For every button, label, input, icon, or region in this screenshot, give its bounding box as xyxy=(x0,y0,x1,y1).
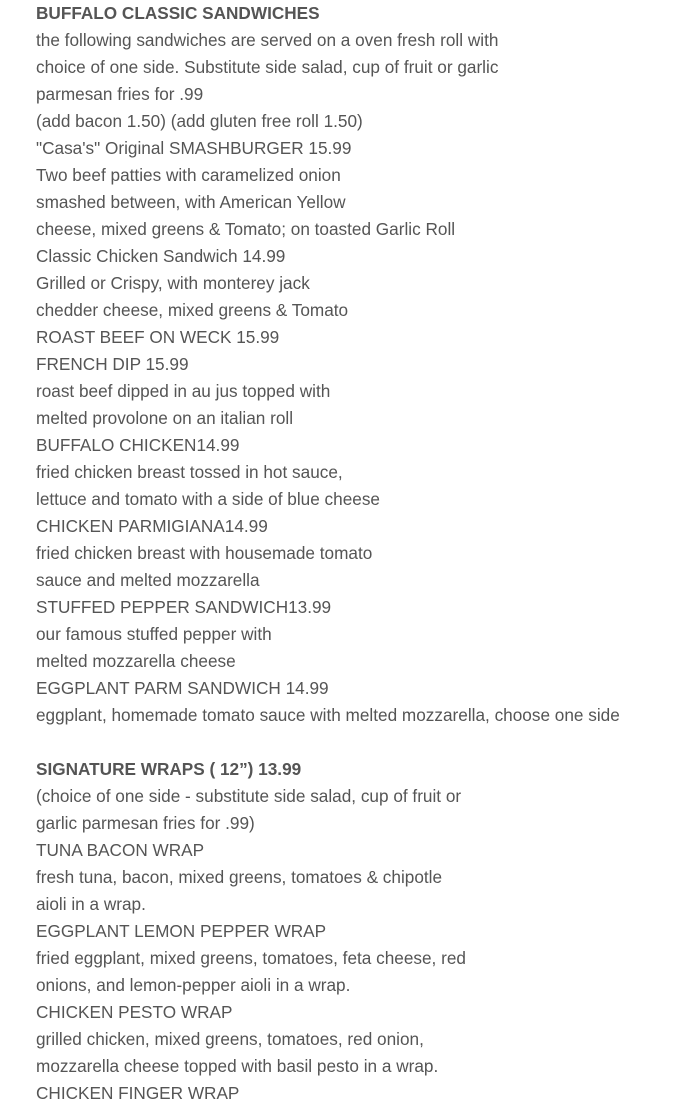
menu-line: fresh tuna, bacon, mixed greens, tomatoes & chipotle xyxy=(36,867,443,887)
menu-line: EGGPLANT LEMON PEPPER WRAP xyxy=(36,921,327,941)
menu-line: (choice of one side - substitute side salad, cup of fruit or xyxy=(36,786,462,806)
menu-line: melted provolone on an italian roll xyxy=(36,408,294,428)
menu-line: Two beef patties with caramelized onion xyxy=(36,165,341,185)
menu-line: mozzarella cheese topped with basil pesto in a wrap. xyxy=(36,1056,439,1076)
menu-line: melted mozzarella cheese xyxy=(36,651,236,671)
menu-line: ROAST BEEF ON WECK 15.99 xyxy=(36,327,280,347)
menu-line: STUFFED PEPPER SANDWICH13.99 xyxy=(36,597,332,617)
menu-line: lettuce and tomato with a side of blue cheese xyxy=(36,489,380,509)
sandwich-list xyxy=(36,27,676,729)
menu-line: choice of one side. Substitute side salad, cup of fruit or garlic xyxy=(36,57,499,77)
wrap-list xyxy=(36,783,676,1107)
menu-line: chedder cheese, mixed greens & Tomato xyxy=(36,300,349,320)
menu-line: eggplant, homemade tomato sauce with melted mozzarella, choose one side xyxy=(36,705,620,725)
menu-line: garlic parmesan fries for .99) xyxy=(36,813,255,833)
menu-line: Grilled or Crispy, with monterey jack xyxy=(36,273,310,293)
menu-line: FRENCH DIP 15.99 xyxy=(36,354,189,374)
menu-page xyxy=(36,0,676,1107)
menu-line: "Casa's" Original SMASHBURGER 15.99 xyxy=(36,138,352,158)
menu-line: aioli in a wrap. xyxy=(36,894,146,914)
menu-line: grilled chicken, mixed greens, tomatoes, red onion, xyxy=(36,1029,424,1049)
menu-line: EGGPLANT PARM SANDWICH 14.99 xyxy=(36,678,329,698)
menu-line: Classic Chicken Sandwich 14.99 xyxy=(36,246,286,266)
menu-line: fried chicken breast tossed in hot sauce, xyxy=(36,462,343,482)
menu-line: onions, and lemon-pepper aioli in a wrap. xyxy=(36,975,351,995)
menu-line: fried chicken breast with housemade tomato xyxy=(36,543,373,563)
menu-line: smashed between, with American Yellow xyxy=(36,192,346,212)
menu-line: BUFFALO CHICKEN14.99 xyxy=(36,435,240,455)
menu-line: parmesan fries for .99 xyxy=(36,84,204,104)
menu-line: (add bacon 1.50) (add gluten free roll 1.50) xyxy=(36,111,363,131)
menu-line: TUNA BACON WRAP xyxy=(36,840,205,860)
menu-line: CHICKEN PESTO WRAP xyxy=(36,1002,233,1022)
menu-line: cheese, mixed greens & Tomato; on toasted Garlic Roll xyxy=(36,219,456,239)
menu-line: roast beef dipped in au jus topped with xyxy=(36,381,331,401)
section-heading-wraps: SIGNATURE WRAPS ( 12”) 13.99 xyxy=(36,759,302,779)
section-heading-sandwiches: BUFFALO CLASSIC SANDWICHES xyxy=(36,3,320,23)
menu-line: our famous stuffed pepper with xyxy=(36,624,272,644)
menu-line: CHICKEN FINGER WRAP xyxy=(36,1083,240,1103)
section-spacer xyxy=(36,729,676,756)
menu-line: CHICKEN PARMIGIANA14.99 xyxy=(36,516,268,536)
menu-line: sauce and melted mozzarella xyxy=(36,570,260,590)
menu-line: fried eggplant, mixed greens, tomatoes, feta cheese, red xyxy=(36,948,466,968)
menu-line: the following sandwiches are served on a oven fresh roll with xyxy=(36,30,499,50)
